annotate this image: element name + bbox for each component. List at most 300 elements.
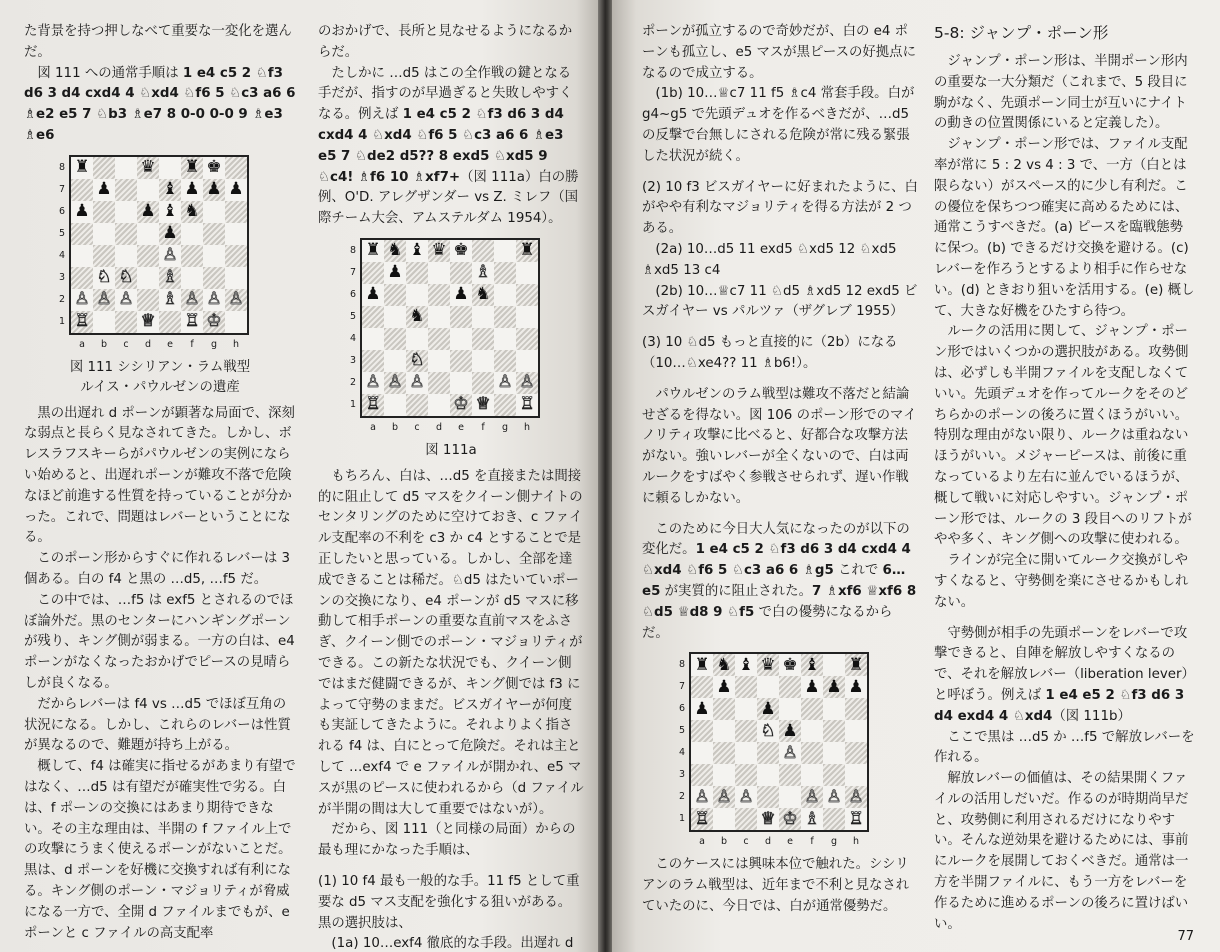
- board-square: [181, 289, 203, 311]
- black-piece-icon: ♞: [475, 284, 491, 305]
- board-square: [713, 764, 735, 786]
- paragraph: [318, 64, 584, 230]
- board-square: [494, 350, 516, 372]
- white-piece-icon: ♙: [96, 289, 112, 310]
- board-square: [181, 201, 203, 223]
- rank-label: 1: [678, 813, 686, 825]
- board-square: [159, 311, 181, 333]
- chess-board-row: [346, 238, 556, 418]
- board-square: [159, 157, 181, 179]
- board-square: [384, 306, 406, 328]
- board-square: [516, 350, 538, 372]
- board-square: [757, 676, 779, 698]
- black-piece-icon: ♟: [716, 676, 732, 697]
- board-square: [159, 223, 181, 245]
- board-square: [450, 240, 472, 262]
- paragraph: [934, 551, 1196, 613]
- board-square: [115, 157, 137, 179]
- board-square: [472, 240, 494, 262]
- file-label: g: [501, 421, 509, 433]
- board-square: [71, 289, 93, 311]
- text-run: ポーンが孤立するので奇妙だが、白の e4 ポーンも孤立し、e5 マスが黒ピースの好拠点になるので成立する。: [642, 24, 916, 81]
- board-square: [735, 786, 757, 808]
- board-square: [428, 306, 450, 328]
- paragraph: [24, 404, 296, 550]
- file-label: c: [414, 421, 420, 433]
- paragraph: [24, 695, 296, 757]
- black-piece-icon: ♚: [782, 654, 798, 675]
- board-square: [137, 223, 159, 245]
- chess-board-row: [55, 155, 265, 335]
- white-piece-icon: ♙: [184, 289, 200, 310]
- move-notation: 1 e4 e5 2 ♘f3 d6 3 d4 exd4 4 ♘xd4: [934, 687, 1185, 724]
- black-piece-icon: ♛: [140, 157, 156, 178]
- figure-caption: ルイス・パウルゼンの遺産: [80, 379, 240, 395]
- board-square: [362, 394, 384, 416]
- board-square: [71, 223, 93, 245]
- file-label: g: [830, 836, 838, 848]
- board-square: [71, 267, 93, 289]
- board-square: [472, 372, 494, 394]
- board-square: [779, 808, 801, 830]
- text-run: ジャンプ・ポーン形は、半開ポーン形内の重要な一大分類だ（これまで、5 段目に駒がなく、先頭ポーン同士が互いにナイトの動きの位置関係にいると定義した）。: [934, 54, 1188, 132]
- board-square: [845, 786, 867, 808]
- paragraph: [934, 322, 1196, 551]
- black-piece-icon: ♜: [848, 654, 864, 675]
- board-square: [406, 394, 428, 416]
- black-piece-icon: ♚: [206, 157, 222, 178]
- white-piece-icon: ♘: [118, 267, 134, 288]
- paragraph: [318, 820, 584, 862]
- text-run: ジャンプ・ポーン形では、ファイル支配率が常に 5 : 2 vs 4 : 3 で、一方（白とは限らない）がスペース的に少し有利だ。この優位を保ちつつ確実に高めるためには、通常こうすべきだ。(a) ピースを臨戦態勢に保つ。(b) できるだけ交換を避ける。(c) レバーを作ろうとするより相手に作らせない。(d) ときおり狙いを活用する。(e) 概して、大きな好機をひたすら待つ。: [934, 137, 1195, 319]
- board-square: [713, 786, 735, 808]
- board-square: [516, 328, 538, 350]
- board-square: [384, 328, 406, 350]
- text-run: パウルゼンのラム戦型は難攻不落だと結論せざるを得ない。図 106 のポーン形でのマイノリティ攻撃に比べると、好都合な攻撃方法がない。強いレバーが全くないので、白は両ルークをすばやく参戦させられず、遅い作戦に頼るしかない。: [642, 386, 917, 506]
- board-square: [159, 179, 181, 201]
- file-label: f: [810, 836, 814, 848]
- board-square: [691, 786, 713, 808]
- file-label: e: [458, 421, 464, 433]
- board-square: [428, 372, 450, 394]
- figure-caption: 図 111a: [425, 442, 477, 458]
- board-square: [115, 179, 137, 201]
- black-piece-icon: ♞: [409, 306, 425, 327]
- board-square: [735, 698, 757, 720]
- black-piece-icon: ♟: [826, 676, 842, 697]
- board-square: [823, 654, 845, 676]
- board-square: [801, 698, 823, 720]
- black-piece-icon: ♝: [804, 654, 820, 675]
- text-run: このポーン形からすぐに作れるレバーは 3 個ある。白の f4 と黒の …d5, …f5 だ。: [24, 551, 290, 587]
- board-square: [225, 223, 247, 245]
- board-square: [757, 742, 779, 764]
- rank-label: 4: [678, 747, 686, 759]
- file-label: d: [764, 836, 772, 848]
- board-square: [115, 289, 137, 311]
- board-square: [406, 328, 428, 350]
- board-square: [137, 245, 159, 267]
- black-piece-icon: ♟: [848, 676, 864, 697]
- board-square: [845, 808, 867, 830]
- board-square: [779, 786, 801, 808]
- black-piece-icon: ♟: [365, 284, 381, 305]
- board-square: [225, 157, 247, 179]
- board-square: [494, 394, 516, 416]
- board-square: [203, 157, 225, 179]
- board-square: [159, 267, 181, 289]
- file-labels: [362, 418, 556, 439]
- board-square: [93, 223, 115, 245]
- board-square: [203, 223, 225, 245]
- left-column-2: [318, 22, 584, 952]
- black-piece-icon: ♜: [519, 240, 535, 261]
- board-square: [181, 267, 203, 289]
- rank-label: 7: [58, 183, 66, 195]
- white-piece-icon: ♙: [228, 289, 244, 310]
- white-piece-icon: ♕: [140, 311, 156, 332]
- board-square: [203, 289, 225, 311]
- board-square: [757, 808, 779, 830]
- white-piece-icon: ♙: [365, 372, 381, 393]
- file-label: a: [699, 836, 705, 848]
- text-run: のおかげで、長所と見なせるようになるからだ。: [318, 24, 573, 60]
- black-piece-icon: ♜: [184, 157, 200, 178]
- board-square: [494, 284, 516, 306]
- board-square: [713, 654, 735, 676]
- file-label: a: [79, 338, 85, 350]
- board-square: [516, 262, 538, 284]
- rank-label: 4: [58, 249, 66, 261]
- board-square: [845, 676, 867, 698]
- black-piece-icon: ♟: [782, 720, 798, 741]
- board-square: [691, 654, 713, 676]
- board-square: [181, 245, 203, 267]
- paragraph: [934, 624, 1196, 728]
- board-square: [779, 720, 801, 742]
- board-square: [450, 306, 472, 328]
- paragraph: [642, 282, 918, 324]
- text-run: 概して、f4 は確実に指せるがあまり有望ではなく、…d5 は有望だが確実性で劣る。白は、f ポーンの交換にはあまり期待できない。その主な理由は、半開の f ファイル上での攻撃にうまく使えるポーンがないことだ。黒は、d ポーンを好機に交換すれば有利になる。キング側のポーン・マジョリティが脅威になる一方で、全開 d ファイルまでもが、e ポーンと c ファイルの高支配率: [24, 759, 296, 941]
- board-square: [779, 742, 801, 764]
- left-column-1: [24, 22, 296, 944]
- rank-label: 2: [58, 293, 66, 305]
- white-piece-icon: ♙: [206, 289, 222, 310]
- board-square: [159, 289, 181, 311]
- text-run: (1) 10 f4 最も一般的な手。11 f5 として重要な d5 マス支配を強化する狙いがある。黒の選択肢は、: [318, 873, 580, 931]
- paragraph: [642, 520, 918, 645]
- rank-label: 2: [678, 791, 686, 803]
- move-notation: 6…e5: [642, 563, 906, 599]
- board-square: [779, 654, 801, 676]
- rank-label: 8: [58, 161, 66, 173]
- board-square: [735, 720, 757, 742]
- white-piece-icon: ♙: [118, 289, 134, 310]
- board-square: [516, 372, 538, 394]
- board-square: [203, 311, 225, 333]
- rank-label: 3: [58, 271, 66, 283]
- white-piece-icon: ♙: [826, 786, 842, 807]
- board-square: [93, 157, 115, 179]
- rank-label: 4: [349, 332, 357, 344]
- paragraph: [642, 22, 918, 84]
- board-square: [225, 201, 247, 223]
- file-label: c: [743, 836, 749, 848]
- board-square: [115, 311, 137, 333]
- black-piece-icon: ♜: [74, 157, 90, 178]
- board-square: [450, 328, 472, 350]
- board-square: [757, 654, 779, 676]
- board-square: [428, 394, 450, 416]
- white-piece-icon: ♗: [162, 289, 178, 310]
- white-piece-icon: ♘: [760, 720, 776, 741]
- rank-label: 5: [349, 310, 357, 322]
- chess-board: [360, 238, 540, 418]
- white-piece-icon: ♖: [694, 808, 710, 829]
- rank-labels: [55, 157, 69, 333]
- text-run: このケースには興味本位で触れた。シシリアンのラム戦型は、近年まで不利と見なされていたのに、今日では、白が通常優勢だ。: [642, 857, 910, 914]
- text-run: ラインが完全に開いてルーク交換がしやすくなると、守勢側を楽にさせるかもしれない。: [934, 553, 1189, 610]
- board-square: [494, 328, 516, 350]
- text-run: (1b) 10…♕c7 11 f5 ♗c4 常套手段。白が g4~g5 で先頭デュオを作るべきだが、…d5 の反撃で台無しにされる危険が常に残る緊張した状況が続く。: [642, 86, 915, 164]
- white-piece-icon: ♙: [738, 786, 754, 807]
- paragraph: [318, 934, 584, 952]
- board-square: [450, 284, 472, 306]
- board-square: [757, 720, 779, 742]
- white-piece-icon: ♙: [162, 245, 178, 266]
- white-piece-icon: ♖: [184, 311, 200, 332]
- rank-label: 1: [349, 398, 357, 410]
- board-square: [93, 245, 115, 267]
- rank-label: 3: [349, 354, 357, 366]
- board-square: [757, 764, 779, 786]
- board-square: [472, 394, 494, 416]
- text-run: (2) 10 f3 ビスガイヤーに好まれたように、白がやや有利なマジョリティを得る方法が 2 つある。: [642, 179, 918, 237]
- white-piece-icon: ♖: [74, 311, 90, 332]
- black-piece-icon: ♚: [453, 240, 469, 261]
- black-piece-icon: ♟: [74, 201, 90, 222]
- white-piece-icon: ♔: [453, 394, 469, 415]
- board-square: [845, 742, 867, 764]
- board-square: [159, 245, 181, 267]
- file-label: b: [100, 338, 108, 350]
- board-square: [823, 786, 845, 808]
- black-piece-icon: ♟: [694, 698, 710, 719]
- board-square: [779, 764, 801, 786]
- black-piece-icon: ♞: [184, 201, 200, 222]
- text-run: （図 111a）白の勝例、O'D. アレグザンダー vs Z. ミレフ（国際チーム大会、アムステルダム 1954）。: [318, 169, 579, 227]
- board-square: [115, 245, 137, 267]
- rank-label: 7: [678, 681, 686, 693]
- black-piece-icon: ♛: [431, 240, 447, 261]
- board-square: [472, 328, 494, 350]
- file-label: d: [435, 421, 443, 433]
- white-piece-icon: ♙: [387, 372, 403, 393]
- board-square: [779, 676, 801, 698]
- text-run: 解放レバーの価値は、その結果開くファイルの活用しだいだ。作るのが時期尚早だと、攻勢側に利用されるだけになりやすい。そんな逆効果を避けるためには、事前にルークを展開しておくべきだ。通常は一方を半開ファイルに、もう一方をレバーを作るために進めるポーンの後ろに置けばいい。: [934, 771, 1189, 932]
- board-square: [406, 284, 428, 306]
- rank-label: 2: [349, 376, 357, 388]
- white-piece-icon: ♙: [74, 289, 90, 310]
- text-run: だからレバーは f4 vs …d5 でほぼ互角の状況になる。しかし、これらのレバーは性質が異なるので、難題が持ち上がる。: [24, 696, 291, 754]
- board-square: [225, 245, 247, 267]
- board-square: [713, 808, 735, 830]
- white-piece-icon: ♕: [475, 394, 491, 415]
- board-square: [823, 676, 845, 698]
- rank-labels: [346, 240, 360, 416]
- board-square: [516, 394, 538, 416]
- chess-diagram: [55, 155, 265, 356]
- black-piece-icon: ♟: [184, 179, 200, 200]
- chess-board: [69, 155, 249, 335]
- board-square: [450, 350, 472, 372]
- board-square: [203, 267, 225, 289]
- board-square: [801, 786, 823, 808]
- board-square: [181, 179, 203, 201]
- text-run: このために今日大人気になったのが以下の変化だ。: [642, 521, 910, 558]
- file-label: d: [144, 338, 152, 350]
- board-square: [801, 720, 823, 742]
- board-square: [823, 764, 845, 786]
- black-piece-icon: ♟: [162, 223, 178, 244]
- white-piece-icon: ♖: [848, 808, 864, 829]
- text-run: (2a) 10…d5 11 exd5 ♘xd5 12 ♘xd5 ♗xd5 13 c4: [642, 241, 897, 278]
- board-square: [450, 372, 472, 394]
- board-square: [406, 306, 428, 328]
- board-square: [225, 289, 247, 311]
- page-number: 77: [1177, 929, 1194, 944]
- board-square: [71, 245, 93, 267]
- board-square: [472, 350, 494, 372]
- paragraph: [24, 549, 296, 591]
- board-square: [494, 372, 516, 394]
- board-square: [362, 262, 384, 284]
- text-run: この中では、…f5 は exf5 とされるのでほぼ論外だ。黒のセンターにハンギングポーンが残り、キング側が弱まる。一方の白は、e4 ポーンがなくなったおかげでピースの見晴らしが良くなる。: [24, 592, 295, 691]
- board-square: [93, 311, 115, 333]
- board-square: [362, 306, 384, 328]
- file-label: h: [523, 421, 531, 433]
- board-square: [362, 328, 384, 350]
- board-square: [472, 306, 494, 328]
- board-square: [362, 240, 384, 262]
- rank-label: 6: [58, 205, 66, 217]
- board-square: [384, 262, 406, 284]
- board-square: [203, 179, 225, 201]
- white-piece-icon: ♙: [519, 372, 535, 393]
- right-column-1: [642, 22, 918, 918]
- board-square: [801, 676, 823, 698]
- chess-diagram: [346, 238, 556, 439]
- move-notation: 1 e4 c5 2 ♘f3 d6 3 d4 cxd4 4 ♘xd4 ♘f6 5 ♘c3 a6 6 ♗g5: [642, 542, 911, 579]
- board-square: [757, 698, 779, 720]
- paragraph: [934, 52, 1196, 135]
- board-square: [71, 311, 93, 333]
- text-run: が実質的に阻止された。: [660, 583, 812, 599]
- paragraph: [934, 769, 1196, 935]
- board-square: [137, 267, 159, 289]
- board-square: [137, 157, 159, 179]
- paragraph: [642, 178, 918, 240]
- right-column-2: [934, 22, 1196, 935]
- board-square: [735, 676, 757, 698]
- text-run: これで: [833, 563, 883, 579]
- rank-label: 3: [678, 769, 686, 781]
- text-run: (1a) 10…exf4 徹底的な手段。出遅れ d: [331, 936, 574, 952]
- board-square: [203, 245, 225, 267]
- board-square: [115, 267, 137, 289]
- board-square: [691, 764, 713, 786]
- file-label: f: [481, 421, 485, 433]
- white-piece-icon: ♖: [365, 394, 381, 415]
- paragraph: [642, 240, 918, 282]
- board-square: [801, 764, 823, 786]
- board-square: [384, 394, 406, 416]
- paragraph: [318, 872, 584, 934]
- black-piece-icon: ♟: [453, 284, 469, 305]
- rank-label: 5: [58, 227, 66, 239]
- white-piece-icon: ♗: [162, 267, 178, 288]
- black-piece-icon: ♟: [387, 262, 403, 283]
- board-square: [384, 350, 406, 372]
- board-square: [845, 720, 867, 742]
- text-run: だから、図 111（と同様の局面）からの最も理にかなった手順は、: [318, 822, 576, 859]
- white-piece-icon: ♖: [519, 394, 535, 415]
- text-run: 黒の出遅れ d ポーンが顕著な局面で、深刻な弱点と長らく見なされてきた。しかし、ボレスラフスキーらがパウルゼンの実例にならい始めると、出遅れポーンが難攻不落で危険なほど前進する性質を持っていることが分かった。これで、問題はレバーということになる。: [24, 405, 295, 546]
- text-run: (3) 10 ♘d5 もっと直接的に（2b）になる（10…♘xe4?? 11 ♗b6!）。: [642, 335, 898, 371]
- board-square: [823, 742, 845, 764]
- board-square: [384, 284, 406, 306]
- board-square: [93, 289, 115, 311]
- move-notation: 1 e4 c5 2 ♘f3 d6 3 d4 cxd4 4 ♘xd4 ♘f6 5 ♘c3 a6 6 ♗e2 e5 7 ♘b3 ♗e7 8 0-0 0-0 9 ♗e3 ♗e6: [24, 65, 296, 143]
- black-piece-icon: ♞: [387, 240, 403, 261]
- board-square: [735, 764, 757, 786]
- file-label: b: [720, 836, 728, 848]
- file-label: g: [210, 338, 218, 350]
- board-square: [801, 654, 823, 676]
- file-labels: [691, 832, 885, 853]
- text-run: もちろん、白は、…d5 を直接または間接的に阻止して d5 マスをクイーン側ナイトのセンタリングのために空けておき、c ファイル支配率の不利を c3 か c4 とすることで是正したいと思っている。しかし、全部を達成できることは稀だ。♘d5 はたいていポーンの交換になり、e4 ポーンが d5 マスに移動して相手ポーンの重要な直前マスをふさぎ、クイーン側でのポーン・マジョリティができる。この新たな状況でも、クイーン側ではまだ健闘できるが、キング側では f3 によって守勢のままだ。ビスガイヤーが何度も実証してきたように。それよりよく指される f4 は、白にとって危険だ。それは主として …exf4 で e ファイルが開かれ、e5 マスが黒のピースに使われるから（d ファイルが半開の間は大して重要ではないが）。: [318, 468, 584, 817]
- file-label: e: [167, 338, 173, 350]
- board-square: [181, 157, 203, 179]
- board-square: [472, 284, 494, 306]
- rank-labels: [675, 654, 689, 830]
- rank-label: 5: [678, 725, 686, 737]
- board-square: [735, 808, 757, 830]
- white-piece-icon: ♕: [760, 808, 776, 829]
- board-square: [428, 240, 450, 262]
- black-piece-icon: ♟: [96, 179, 112, 200]
- board-square: [137, 311, 159, 333]
- black-piece-icon: ♟: [228, 179, 244, 200]
- board-square: [823, 808, 845, 830]
- board-square: [494, 306, 516, 328]
- paragraph: [24, 591, 296, 695]
- black-piece-icon: ♟: [760, 698, 776, 719]
- file-label: e: [787, 836, 793, 848]
- paragraph: [318, 22, 584, 64]
- board-square: [384, 372, 406, 394]
- board-square: [428, 328, 450, 350]
- black-piece-icon: ♝: [409, 240, 425, 261]
- paragraph: [642, 84, 918, 167]
- board-square: [406, 262, 428, 284]
- text-run: ルークの活用に関して、ジャンプ・ポーン形ではいくつかの選択肢がある。攻勢側は、必ずしも半開ファイルを支配しなくていい。先頭デュオを作ってルークをそのどちらかのポーンの後ろに置くほうがいい。特別な理由がない限り、ルークは重ねないほうがいい。メジャーピースは、前後に重なっているより左右に並んでいるほうが、概して戦いに対応しやすい。ジャンプ・ポーン形では、ルークの 3 段目へのリフトがやや多く、キング側への攻撃に使われる。: [934, 324, 1192, 548]
- white-piece-icon: ♙: [716, 786, 732, 807]
- move-notation: 1 e4 c5 2 ♘f3 d6 3 d4 cxd4 4 ♘xd4 ♘f6 5 ♘c3 a6 6 ♗e3 e5 7 ♘de2 d5?? 8 exd5 ♘xd5 9 ♘c4! ♗f6 10 ♗xf7+: [318, 107, 564, 185]
- board-square: [735, 654, 757, 676]
- board-square: [735, 742, 757, 764]
- board-square: [516, 284, 538, 306]
